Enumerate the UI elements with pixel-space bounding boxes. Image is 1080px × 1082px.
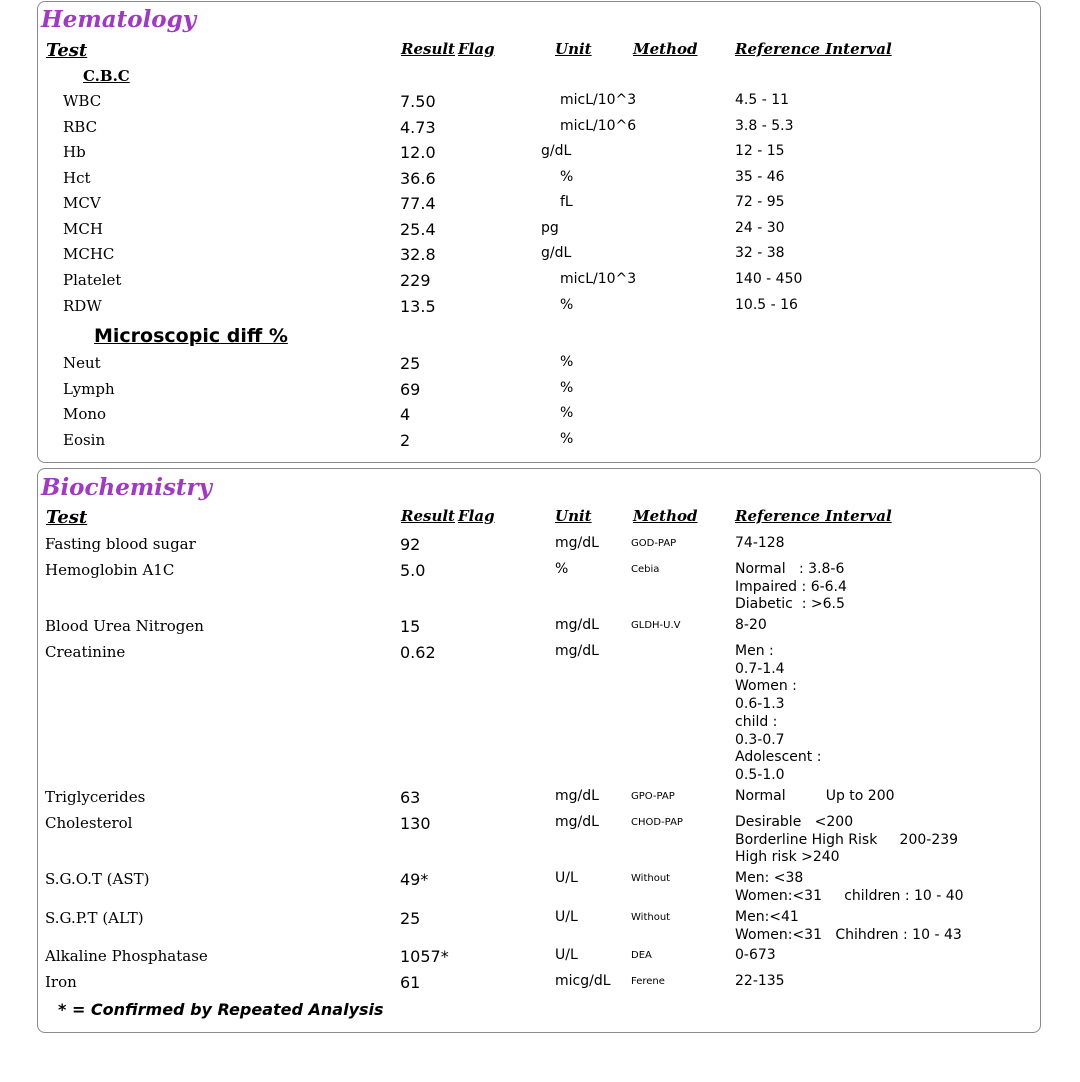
microscopic-diff-label: Microscopic diff % xyxy=(94,325,288,347)
table-row xyxy=(38,380,1040,400)
reference-interval xyxy=(735,909,962,944)
test-name: Creatinine xyxy=(45,643,126,661)
test-name: Blood Urea Nitrogen xyxy=(45,617,204,635)
result-value: 1057* xyxy=(400,947,449,966)
test-name: Hemoglobin A1C xyxy=(45,561,175,579)
result-value: 63 xyxy=(400,788,421,807)
unit: mg/dL xyxy=(555,617,599,633)
unit: % xyxy=(555,561,569,577)
result-value: 49* xyxy=(400,870,429,889)
test-name: Neut xyxy=(63,354,101,372)
unit: % xyxy=(560,431,574,447)
method: GLDH-U.V xyxy=(631,620,681,631)
header-test: Test xyxy=(46,40,88,61)
result-value: 12.0 xyxy=(400,143,436,162)
unit: g/dL xyxy=(541,245,572,261)
test-name: Cholesterol xyxy=(45,814,133,832)
reference-interval xyxy=(735,535,785,553)
table-row xyxy=(38,561,1040,613)
unit: % xyxy=(560,169,574,185)
reference-interval xyxy=(735,643,821,785)
test-name: Lymph xyxy=(63,380,115,398)
biochemistry-panel xyxy=(37,468,1041,1033)
method: CHOD-PAP xyxy=(631,817,683,828)
reference-line: 22-135 xyxy=(735,973,785,989)
reference-interval xyxy=(735,617,767,635)
reference-line: Women:<31 children : 10 - 40 xyxy=(735,887,964,904)
test-name: MCHC xyxy=(63,245,115,263)
result-value: 13.5 xyxy=(400,297,436,316)
header-flag: Flag xyxy=(458,40,495,58)
reference-line: 0.6-1.3 xyxy=(735,696,785,713)
table-row xyxy=(38,354,1040,374)
header-reference: Reference Interval xyxy=(735,507,892,525)
test-name: Hb xyxy=(63,143,86,161)
reference-line: 0.7-1.4 xyxy=(735,660,785,677)
reference-interval xyxy=(735,561,847,614)
reference-line: High risk >240 xyxy=(735,849,840,866)
unit: % xyxy=(560,405,574,421)
result-value: 2 xyxy=(400,431,411,450)
unit: micL/10^3 xyxy=(560,271,637,287)
hematology-title: Hematology xyxy=(41,6,197,33)
reference-interval xyxy=(735,788,895,806)
result-value: 25 xyxy=(400,354,421,373)
header-result: Result xyxy=(401,40,455,58)
header-method: Method xyxy=(633,40,698,58)
unit: U/L xyxy=(555,909,578,925)
test-name: Platelet xyxy=(63,271,122,289)
test-name: Fasting blood sugar xyxy=(45,535,196,553)
reference-line: 0.5-1.0 xyxy=(735,766,785,783)
header-method: Method xyxy=(633,507,698,525)
header-test: Test xyxy=(46,507,88,528)
test-name: RBC xyxy=(63,118,98,136)
unit: mg/dL xyxy=(555,788,599,804)
test-name: Iron xyxy=(45,973,77,991)
reference-interval: 10.5 - 16 xyxy=(735,297,798,313)
biochemistry-title: Biochemistry xyxy=(41,474,213,501)
method: Ferene xyxy=(631,976,665,987)
table-row xyxy=(38,271,1040,291)
table-row xyxy=(38,909,1040,943)
unit: % xyxy=(560,380,574,396)
reference-line: Borderline High Risk 200-239 xyxy=(735,831,959,848)
table-row xyxy=(38,405,1040,425)
header-unit: Unit xyxy=(555,40,592,58)
table-row xyxy=(38,973,1040,993)
unit: mg/dL xyxy=(555,643,599,659)
header-unit: Unit xyxy=(555,507,592,525)
method: GPO-PAP xyxy=(631,791,675,802)
result-value: 25.4 xyxy=(400,220,436,239)
test-name: Mono xyxy=(63,405,107,423)
result-value: 4.73 xyxy=(400,118,436,137)
reference-interval xyxy=(735,814,958,867)
result-value: 36.6 xyxy=(400,169,436,188)
table-row xyxy=(38,788,1040,808)
table-row xyxy=(38,535,1040,555)
header-reference: Reference Interval xyxy=(735,40,892,58)
reference-interval: 24 - 30 xyxy=(735,220,785,236)
reference-line: Normal Up to 200 xyxy=(735,788,895,804)
result-value: 4 xyxy=(400,405,411,424)
cbc-label: C.B.C xyxy=(83,67,130,85)
unit: % xyxy=(560,297,574,313)
method: Cebia xyxy=(631,564,660,575)
unit: micg/dL xyxy=(555,973,611,989)
test-name: RDW xyxy=(63,297,102,315)
unit: micL/10^3 xyxy=(560,92,637,108)
result-value: 77.4 xyxy=(400,194,436,213)
reference-interval: 35 - 46 xyxy=(735,169,785,185)
reference-line: Men : xyxy=(735,643,774,659)
unit: U/L xyxy=(555,870,578,886)
test-name: MCV xyxy=(63,194,101,212)
test-name: S.G.O.T (AST) xyxy=(45,870,150,888)
reference-line: Adolescent : xyxy=(735,749,822,766)
test-name: WBC xyxy=(63,92,102,110)
result-value: 0.62 xyxy=(400,643,436,662)
reference-line: 8-20 xyxy=(735,617,767,633)
table-row xyxy=(38,118,1040,138)
table-row xyxy=(38,870,1040,904)
unit: U/L xyxy=(555,947,578,963)
result-value: 229 xyxy=(400,271,431,290)
table-row xyxy=(38,92,1040,112)
table-row xyxy=(38,297,1040,317)
reference-interval xyxy=(735,947,776,965)
unit: g/dL xyxy=(541,143,572,159)
unit: micL/10^6 xyxy=(560,118,637,134)
table-row xyxy=(38,643,1040,783)
table-row xyxy=(38,169,1040,189)
test-name: Hct xyxy=(63,169,91,187)
result-value: 5.0 xyxy=(400,561,426,580)
unit: mg/dL xyxy=(555,814,599,830)
header-result: Result xyxy=(401,507,455,525)
method: Without xyxy=(631,873,671,884)
hematology-panel xyxy=(37,1,1041,463)
table-row xyxy=(38,143,1040,163)
method: GOD-PAP xyxy=(631,538,677,549)
reference-interval: 32 - 38 xyxy=(735,245,785,261)
unit: pg xyxy=(541,220,559,236)
table-row xyxy=(38,194,1040,214)
table-row xyxy=(38,814,1040,866)
reference-line: Desirable <200 xyxy=(735,814,854,830)
table-row xyxy=(38,947,1040,967)
reference-interval: 3.8 - 5.3 xyxy=(735,118,794,134)
reference-line: Normal : 3.8-6 xyxy=(735,561,845,577)
reference-line: Diabetic : >6.5 xyxy=(735,596,845,613)
test-name: Triglycerides xyxy=(45,788,146,806)
result-value: 69 xyxy=(400,380,421,399)
reference-interval: 12 - 15 xyxy=(735,143,785,159)
result-value: 7.50 xyxy=(400,92,436,111)
reference-interval: 72 - 95 xyxy=(735,194,785,210)
reference-interval xyxy=(735,973,785,991)
header-flag: Flag xyxy=(458,507,495,525)
reference-line: Impaired : 6-6.4 xyxy=(735,578,847,595)
result-value: 15 xyxy=(400,617,421,636)
unit: mg/dL xyxy=(555,535,599,551)
table-row xyxy=(38,617,1040,637)
unit: % xyxy=(560,354,574,370)
reference-line: 74-128 xyxy=(735,535,785,551)
footnote: * = Confirmed by Repeated Analysis xyxy=(58,1000,384,1019)
reference-line: 0.3-0.7 xyxy=(735,731,785,748)
method: Without xyxy=(631,912,671,923)
table-row xyxy=(38,431,1040,451)
reference-line: Men: <38 xyxy=(735,870,804,886)
reference-interval: 140 - 450 xyxy=(735,271,803,287)
reference-interval xyxy=(735,870,964,905)
table-row xyxy=(38,220,1040,240)
result-value: 32.8 xyxy=(400,245,436,264)
table-row xyxy=(38,245,1040,265)
reference-line: Men:<41 xyxy=(735,909,799,925)
reference-line: Women:<31 Chihdren : 10 - 43 xyxy=(735,926,962,943)
test-name: MCH xyxy=(63,220,103,238)
unit: fL xyxy=(560,194,573,210)
reference-line: child : xyxy=(735,713,778,730)
reference-line: Women : xyxy=(735,678,797,695)
test-name: Eosin xyxy=(63,431,106,449)
reference-interval: 4.5 - 11 xyxy=(735,92,790,108)
reference-line: 0-673 xyxy=(735,947,776,963)
test-name: S.G.P.T (ALT) xyxy=(45,909,144,927)
result-value: 92 xyxy=(400,535,421,554)
result-value: 130 xyxy=(400,814,431,833)
method: DEA xyxy=(631,950,652,961)
test-name: Alkaline Phosphatase xyxy=(45,947,208,965)
result-value: 25 xyxy=(400,909,421,928)
result-value: 61 xyxy=(400,973,421,992)
